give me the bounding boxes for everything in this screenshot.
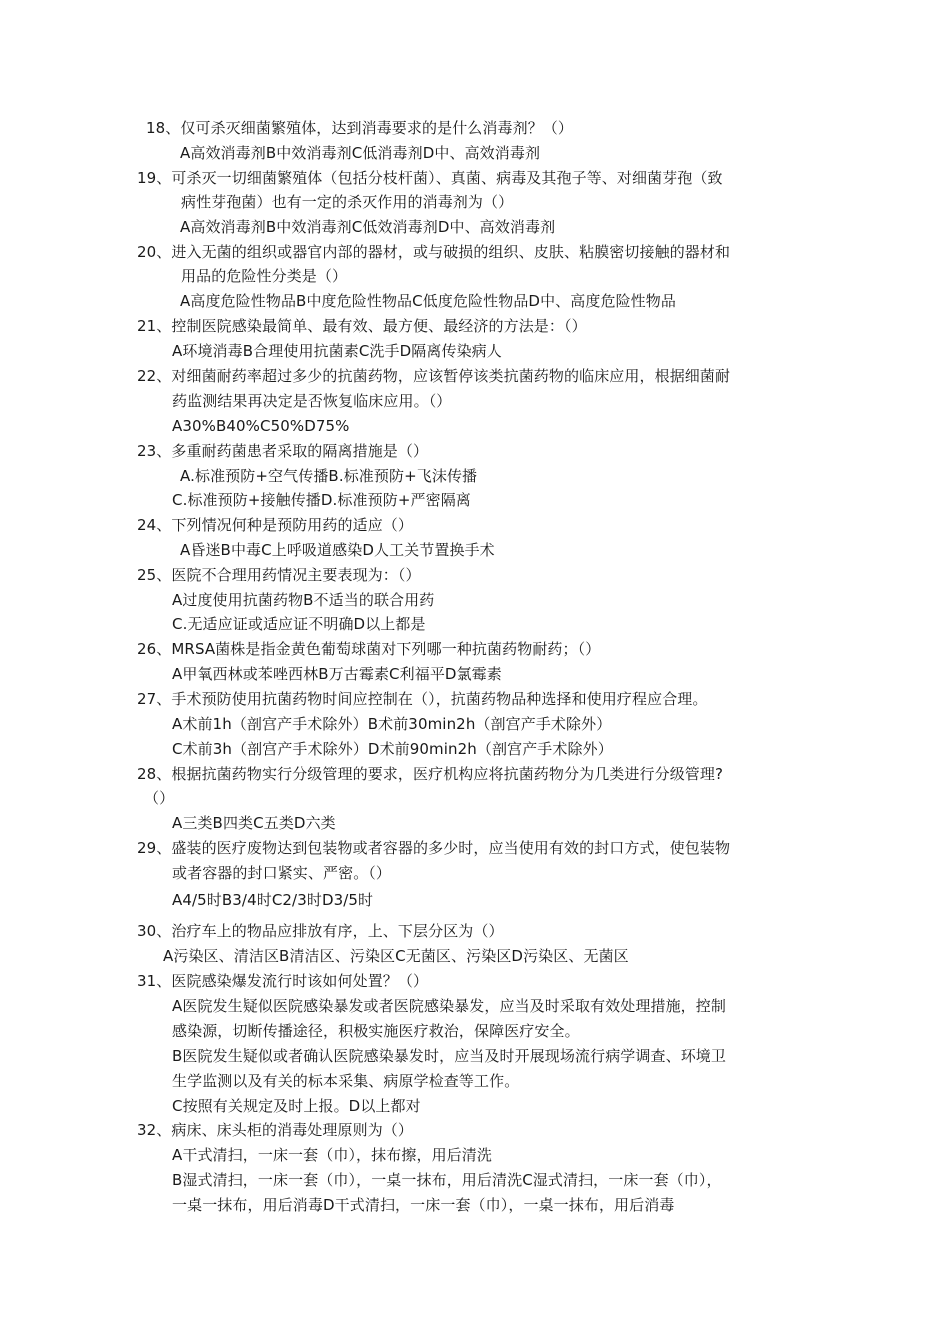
question-30-options: A污染区、清洁区B清洁区、污染区C无菌区、污染区D污染区、无菌区 <box>163 947 629 965</box>
question-18-options: A高效消毒剂B中效消毒剂C低消毒剂D中、高效消毒剂 <box>180 144 541 162</box>
question-32-options-cd: 一桌一抹布，用后消毒D干式清扫，一床一套（巾），一桌一抹布，用后消毒 <box>172 1196 675 1214</box>
question-24: 24、下列情况何种是预防用药的适应（） <box>137 516 413 534</box>
question-32-options-bc: B湿式清扫，一床一套（巾），一桌一抹布，用后清洗C湿式清扫，一床一套（巾）， <box>172 1171 722 1189</box>
question-20-continued: 用品的危险性分类是（） <box>181 267 348 285</box>
question-30: 30、治疗车上的物品应排放有序，上、下层分区为（） <box>137 922 504 940</box>
question-31-options-cd: C按照有关规定及时上报。D以上都对 <box>172 1097 421 1115</box>
question-21: 21、控制医院感染最简单、最有效、最方便、最经济的方法是：（） <box>137 317 587 335</box>
question-19-options: A高效消毒剂B中效消毒剂C低效消毒剂D中、高效消毒剂 <box>180 218 556 236</box>
question-27-options-ab: A术前1h（剖宫产手术除外）B术前30min2h（剖宫产手术除外） <box>172 715 612 733</box>
question-32: 32、病床、床头柜的消毒处理原则为（） <box>137 1121 413 1139</box>
question-27: 27、手术预防使用抗菌药物时间应控制在（），抗菌药物品种选择和使用疗程应合理。 <box>137 690 708 708</box>
question-25: 25、医院不合理用药情况主要表现为：（） <box>137 566 421 584</box>
question-23-options-ab: A.标准预防+空气传播B.标准预防+飞沫传播 <box>180 467 478 485</box>
question-23-options-cd: C.标准预防+接触传播D.标准预防+严密隔离 <box>172 491 471 509</box>
question-28-options: A三类B四类C五类D六类 <box>172 814 336 832</box>
question-26-options: A甲氧西林或苯唑西林B万古霉素C利福平D氯霉素 <box>172 665 502 683</box>
question-31-option-a-continued: 感染源，切断传播途径，积极实施医疗救治，保障医疗安全。 <box>172 1022 580 1040</box>
question-26: 26、MRSA菌株是指金黄色葡萄球菌对下列哪一种抗菌药物耐药；（） <box>137 640 601 658</box>
question-27-options-cd: C术前3h（剖宫产手术除外）D术前90min2h（剖宫产手术除外） <box>172 740 613 758</box>
question-25-options-cd: C.无适应证或适应证不明确D以上都是 <box>172 615 426 633</box>
question-19: 19、可杀灭一切细菌繁殖体（包括分枝杆菌）、真菌、病毒及其孢子等、对细菌芽孢（致 <box>137 169 723 187</box>
question-21-options: A环境消毒B合理使用抗菌素C洗手D隔离传染病人 <box>172 342 502 360</box>
question-20-options: A高度危险性物品B中度危险性物品C低度危险性物品D中、高度危险性物品 <box>180 292 676 310</box>
question-23: 23、多重耐药菌患者采取的隔离措施是（） <box>137 442 429 460</box>
question-31: 31、医院感染爆发流行时该如何处置？（） <box>137 972 429 990</box>
question-22-continued: 药监测结果再决定是否恢复临床应用。（） <box>172 392 452 410</box>
question-25-options-ab: A过度使用抗菌药物B不适当的联合用药 <box>172 591 435 609</box>
question-29: 29、盛装的医疗废物达到包装物或者容器的多少时，应当使用有效的封口方式，使包装物 <box>137 839 731 857</box>
question-28-blank: （） <box>144 789 175 807</box>
question-19-continued: 病性芽孢菌）也有一定的杀灭作用的消毒剂为（） <box>181 193 514 211</box>
question-18: 18、仅可杀灭细菌繁殖体，达到消毒要求的是什么消毒剂？（） <box>146 119 573 137</box>
question-28: 28、根据抗菌药物实行分级管理的要求，医疗机构应将抗菌药物分为几类进行分级管理? <box>137 765 724 783</box>
question-31-option-b: B医院发生疑似或者确认医院感染暴发时，应当及时开展现场流行病学调查、环境卫 <box>172 1047 726 1065</box>
question-22-options: A30%B40%C50%D75% <box>172 417 350 435</box>
question-31-option-b-continued: 生学监测以及有关的标本采集、病原学检查等工作。 <box>172 1072 520 1090</box>
question-22: 22、对细菌耐药率超过多少的抗菌药物，应该暂停该类抗菌药物的临床应用，根据细菌耐 <box>137 367 731 385</box>
question-24-options: A昏迷B中毒C上呼吸道感染D人工关节置换手术 <box>180 541 495 559</box>
question-20: 20、进入无菌的组织或器官内部的器材，或与破损的组织、皮肤、粘膜密切接触的器材和 <box>137 243 731 261</box>
question-29-options: A4/5时B3/4时C2/3时D3/5时 <box>172 891 374 909</box>
question-31-option-a: A医院发生疑似医院感染暴发或者医院感染暴发，应当及时采取有效处理措施，控制 <box>172 997 726 1015</box>
question-32-option-a: A干式清扫，一床一套（巾），抹布擦，用后清洗 <box>172 1146 492 1164</box>
question-29-continued: 或者容器的封口紧实、严密。（） <box>172 864 392 882</box>
